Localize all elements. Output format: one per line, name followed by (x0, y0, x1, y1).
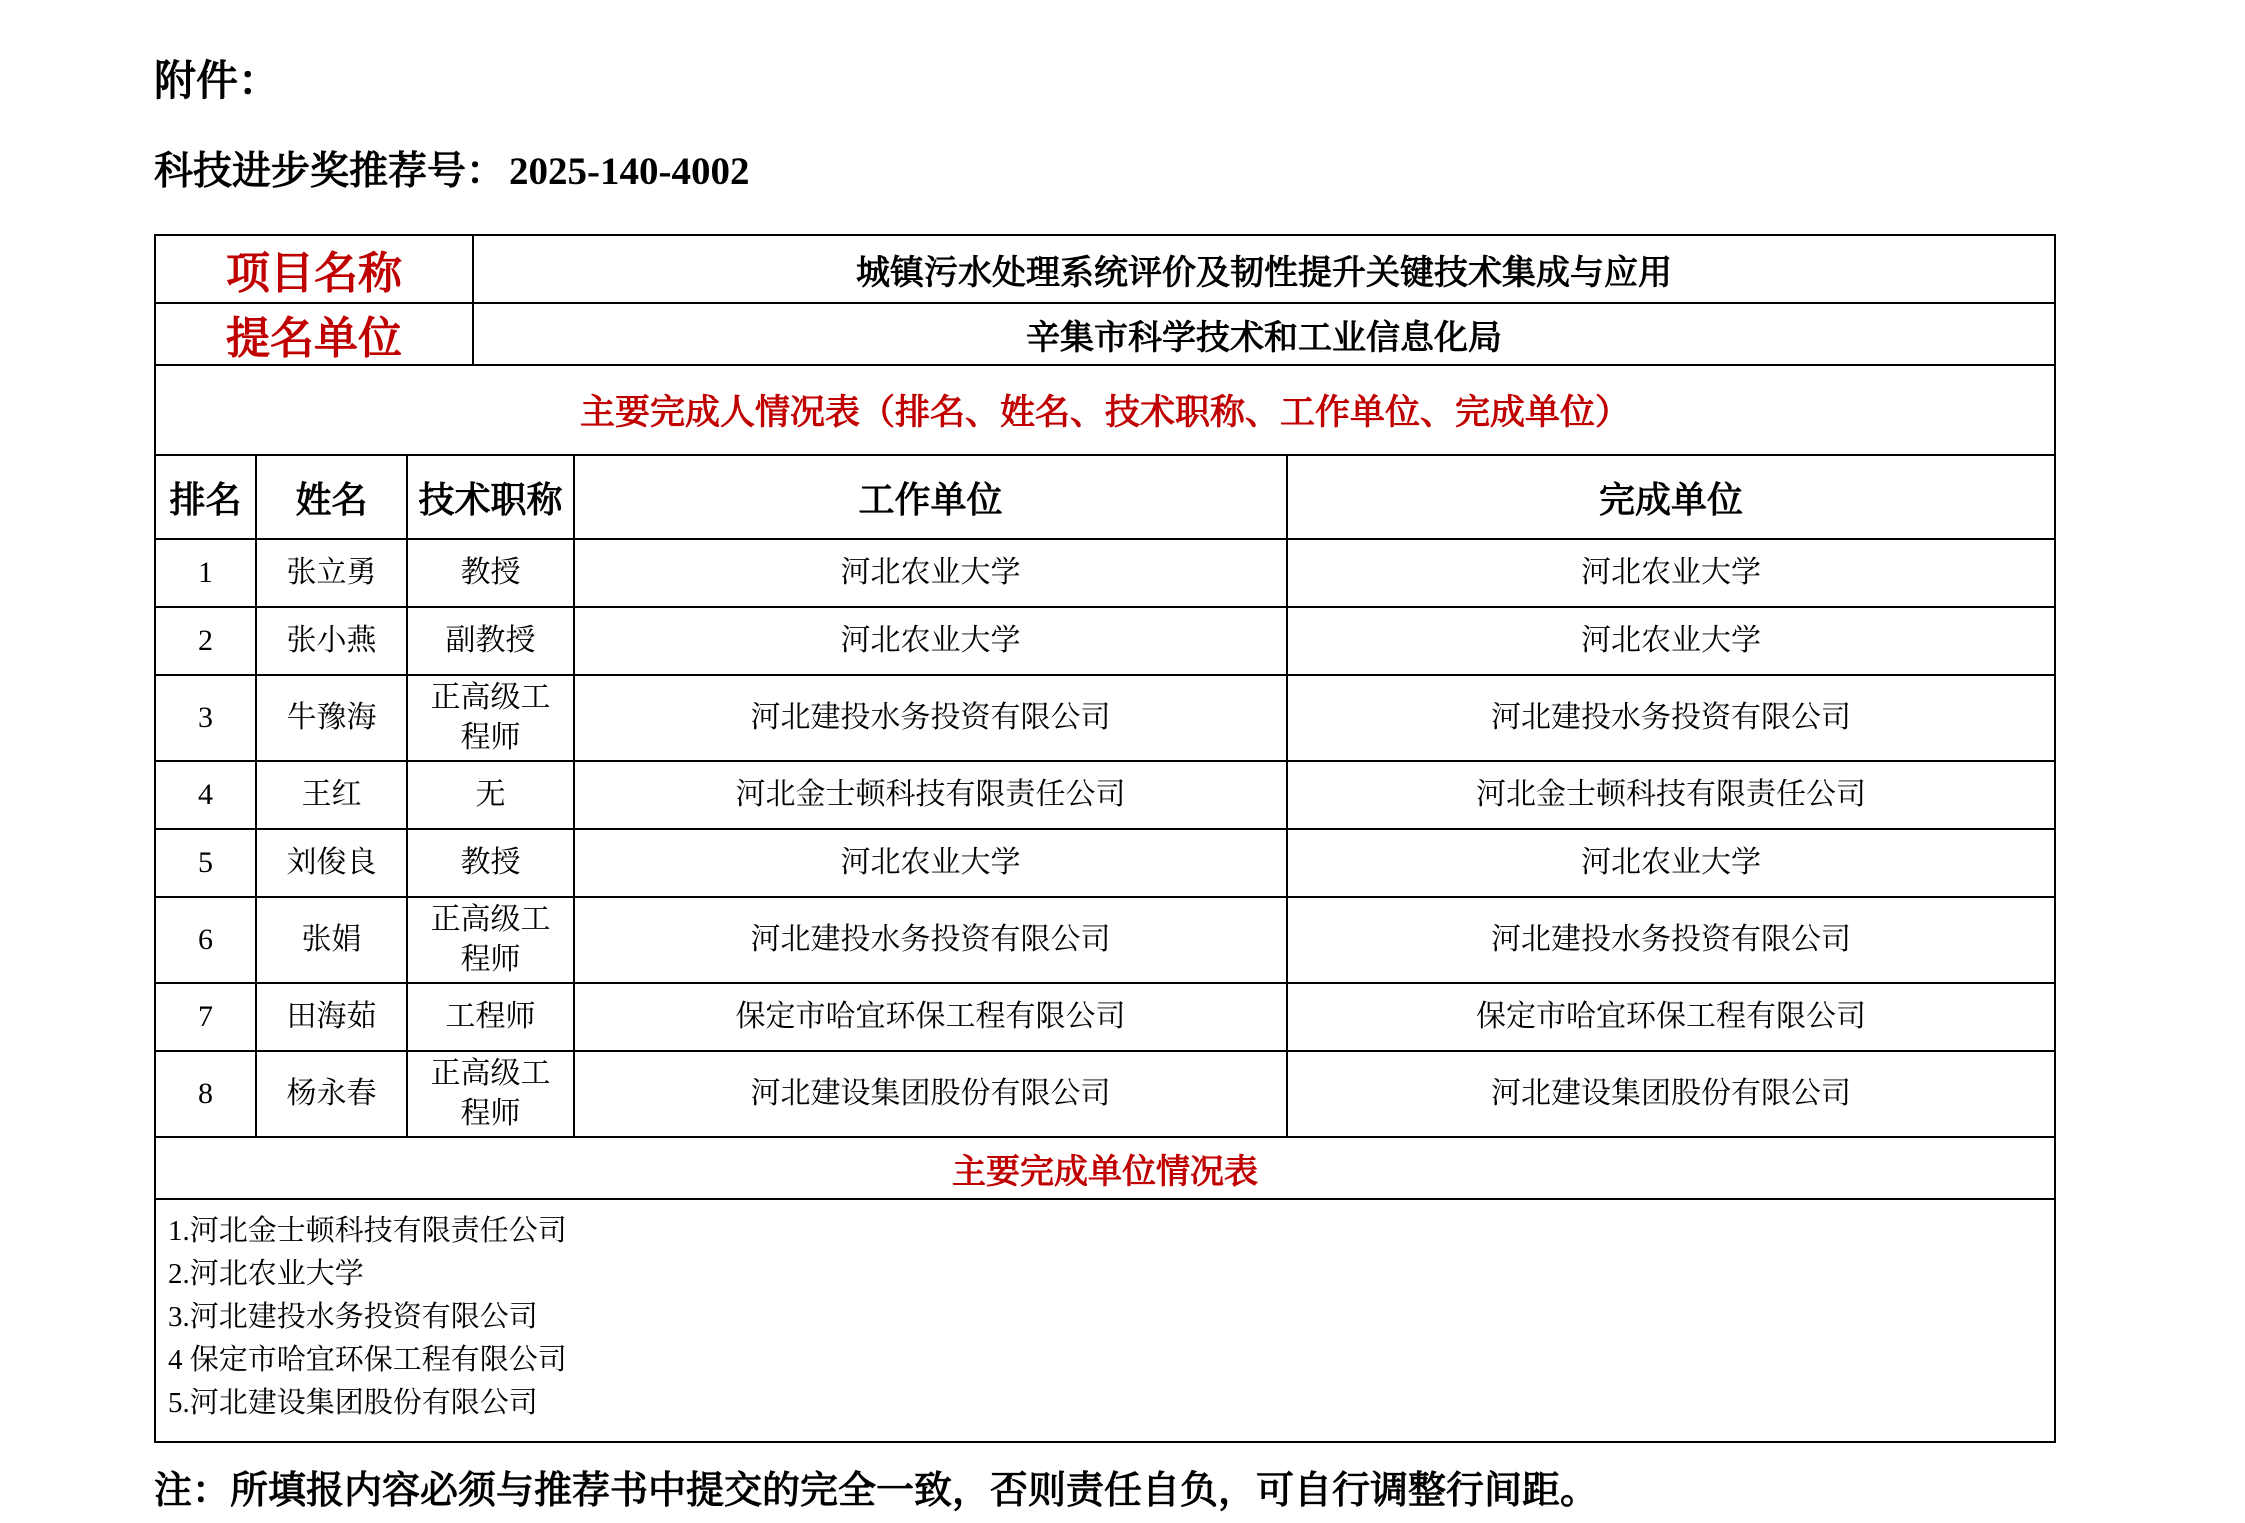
table-row (156, 897, 2054, 983)
cell-completion-unit: 保定市哈宜环保工程有限公司 (1287, 983, 2054, 1051)
cell-rank: 3 (156, 675, 256, 761)
award-form-table (154, 234, 2056, 1443)
footer-note: 注：所填报内容必须与推荐书中提交的完全一致，否则责任自负，可自行调整行间距。 (154, 1470, 1599, 1513)
header-name: 姓名 (256, 456, 407, 539)
list-item: 1.河北金士顿科技有限责任公司 (168, 1215, 567, 1248)
cell-name: 田海茹 (256, 983, 407, 1051)
nominating-unit-row (156, 304, 2054, 366)
completers-table-title: 主要完成人情况表（排名、姓名、技术职称、工作单位、完成单位） (156, 366, 2054, 456)
cell-rank: 2 (156, 607, 256, 675)
table-row (156, 1051, 2054, 1137)
cell-name: 杨永春 (256, 1051, 407, 1137)
header-completion-unit: 完成单位 (1287, 456, 2054, 539)
header-title: 技术职称 (407, 456, 574, 539)
completion-units-list (156, 1200, 2054, 1441)
cell-completion-unit: 河北农业大学 (1287, 607, 2054, 675)
cell-rank: 4 (156, 761, 256, 829)
cell-name: 刘俊良 (256, 829, 407, 897)
cell-title: 正高级工程师 (407, 1051, 574, 1137)
table-row (156, 829, 2054, 897)
cell-rank: 8 (156, 1051, 256, 1137)
cell-completion-unit: 河北建投水务投资有限公司 (1287, 675, 2054, 761)
cell-rank: 1 (156, 539, 256, 607)
cell-work-unit: 河北农业大学 (574, 829, 1287, 897)
cell-name: 张小燕 (256, 607, 407, 675)
cell-name: 王红 (256, 761, 407, 829)
cell-title: 副教授 (407, 607, 574, 675)
cell-completion-unit: 河北金士顿科技有限责任公司 (1287, 761, 2054, 829)
cell-rank: 6 (156, 897, 256, 983)
table-row (156, 675, 2054, 761)
cell-work-unit: 河北建设集团股份有限公司 (574, 1051, 1287, 1137)
cell-title: 正高级工程师 (407, 897, 574, 983)
cell-completion-unit: 河北农业大学 (1287, 539, 2054, 607)
cell-rank: 5 (156, 829, 256, 897)
recommendation-line (154, 140, 2245, 196)
attachment-label: 附件： (154, 59, 281, 105)
cell-work-unit: 保定市哈宜环保工程有限公司 (574, 983, 1287, 1051)
list-item: 5.河北建设集团股份有限公司 (168, 1387, 538, 1420)
list-item: 2.河北农业大学 (168, 1258, 364, 1291)
cell-title: 教授 (407, 539, 574, 607)
cell-completion-unit: 河北建设集团股份有限公司 (1287, 1051, 2054, 1137)
header-work-unit: 工作单位 (574, 456, 1287, 539)
list-item: 3.河北建投水务投资有限公司 (168, 1301, 538, 1334)
cell-work-unit: 河北金士顿科技有限责任公司 (574, 761, 1287, 829)
project-name-row (156, 236, 2054, 304)
cell-work-unit: 河北建投水务投资有限公司 (574, 675, 1287, 761)
list-item: 4 保定市哈宜环保工程有限公司 (168, 1344, 567, 1377)
cell-work-unit: 河北建投水务投资有限公司 (574, 897, 1287, 983)
table-row (156, 539, 2054, 607)
nominating-unit-value: 辛集市科学技术和工业信息化局 (1026, 319, 1502, 357)
cell-rank: 7 (156, 983, 256, 1051)
cell-title: 正高级工程师 (407, 675, 574, 761)
header-rank: 排名 (156, 456, 256, 539)
completers-header-row (156, 456, 2054, 539)
cell-name: 张立勇 (256, 539, 407, 607)
project-name-label: 项目名称 (156, 236, 474, 302)
cell-title: 教授 (407, 829, 574, 897)
cell-name: 牛豫海 (256, 675, 407, 761)
completers-table (156, 456, 2054, 1138)
cell-work-unit: 河北农业大学 (574, 607, 1287, 675)
nominating-unit-label: 提名单位 (156, 304, 474, 364)
table-row (156, 983, 2054, 1051)
table-row (156, 607, 2054, 675)
table-row (156, 761, 2054, 829)
recommendation-number: 2025-140-4002 (509, 150, 750, 194)
recommendation-label: 科技进步奖推荐号： (154, 150, 506, 194)
cell-name: 张娟 (256, 897, 407, 983)
cell-title: 工程师 (407, 983, 574, 1051)
project-name-value: 城镇污水处理系统评价及韧性提升关键技术集成与应用 (856, 254, 1672, 292)
cell-completion-unit: 河北农业大学 (1287, 829, 2054, 897)
cell-title: 无 (407, 761, 574, 829)
cell-work-unit: 河北农业大学 (574, 539, 1287, 607)
units-table-title: 主要完成单位情况表 (156, 1138, 2054, 1200)
cell-completion-unit: 河北建投水务投资有限公司 (1287, 897, 2054, 983)
